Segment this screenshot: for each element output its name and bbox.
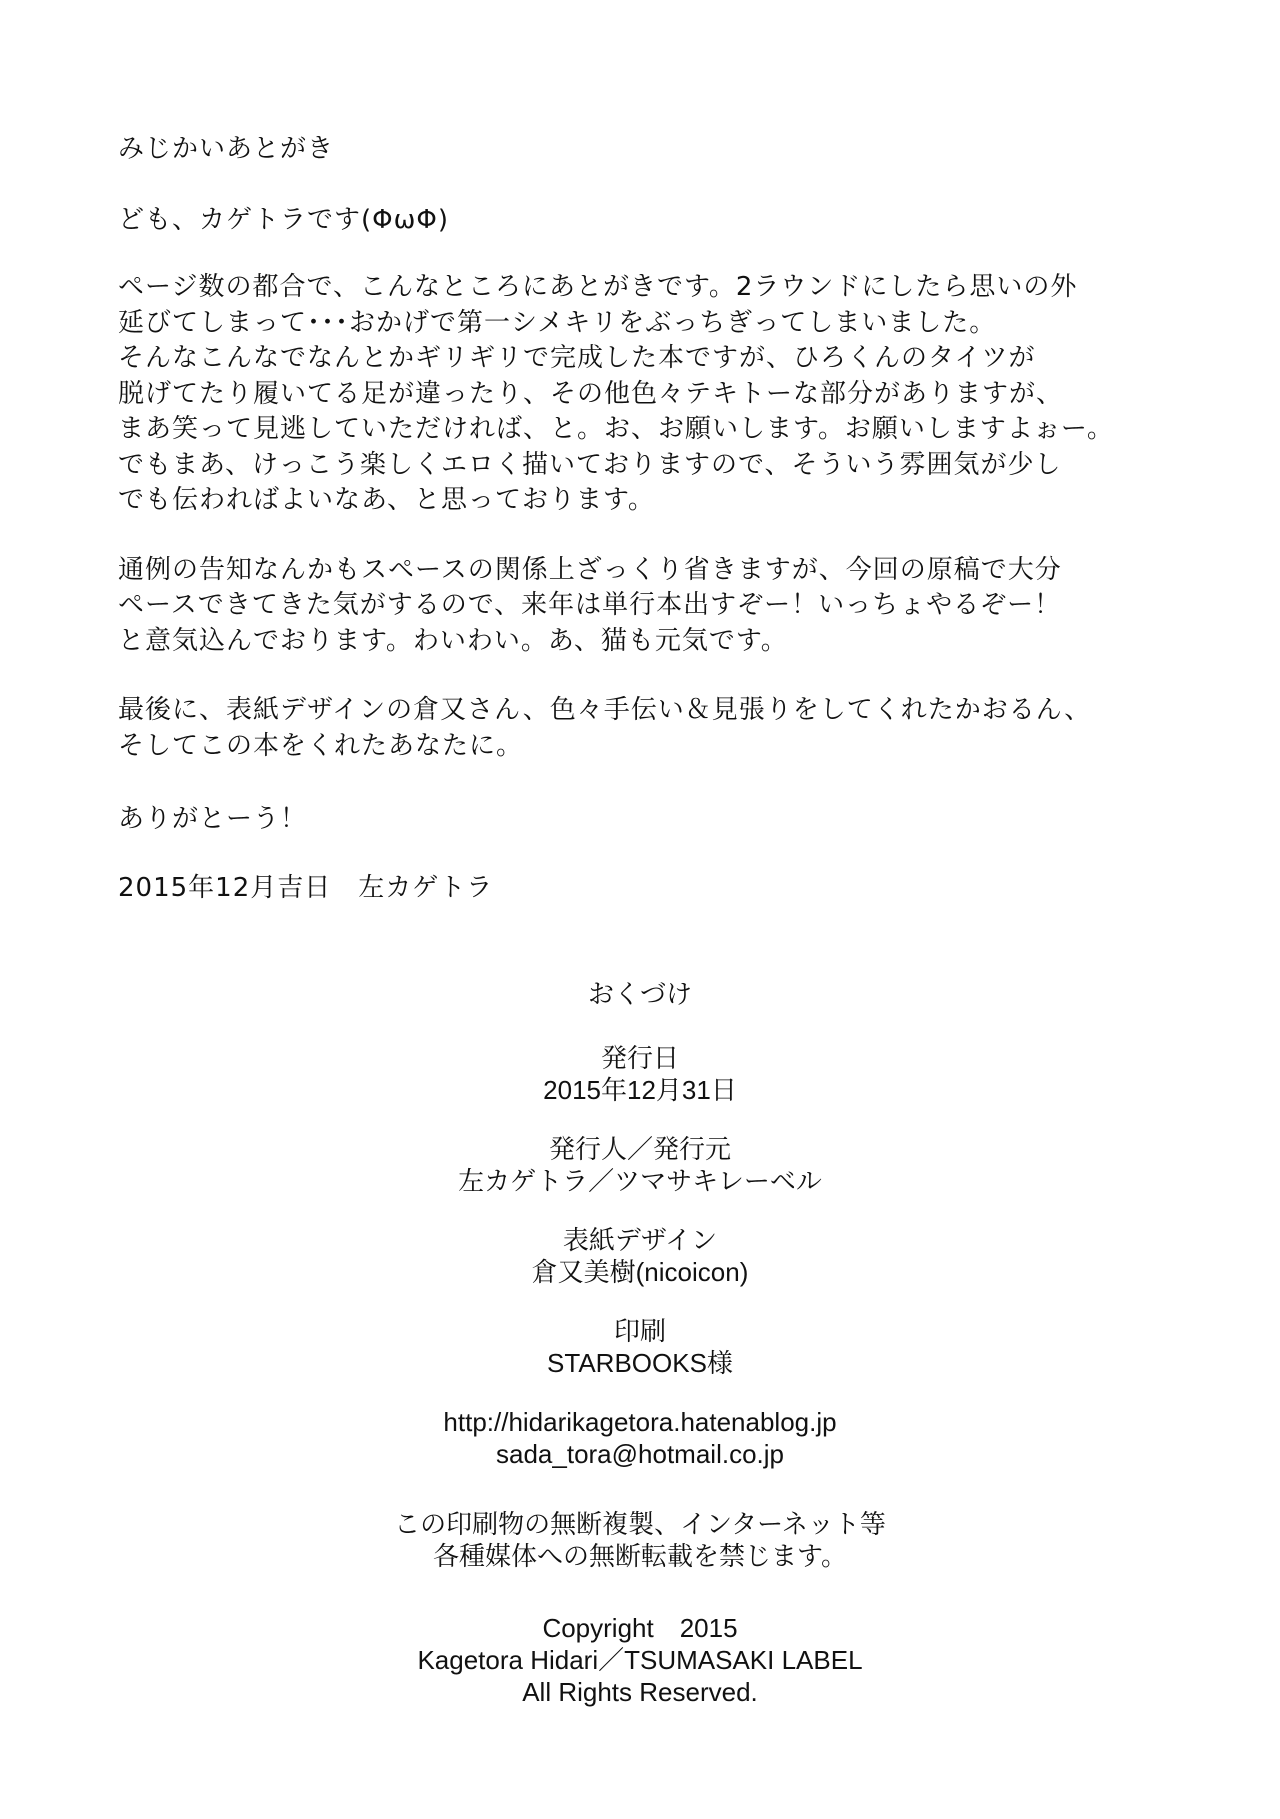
paragraph-line: でも伝わればよいなあ、と思っております。 (118, 485, 655, 515)
paragraph-line: ページ数の都合で、こんなところにあとがきです。2ラウンドにしたら思いの外 (118, 272, 1078, 302)
website-url: http://hidarikagetora.hatenablog.jp (443, 1407, 837, 1437)
copyright-line: Kagetora Hidari／TSUMASAKI LABEL (417, 1645, 863, 1675)
colophon-heading: おくづけ (587, 979, 692, 1009)
printer-block (0, 1315, 1280, 1379)
cover-design-block (0, 1224, 1280, 1288)
notice-line: 各種媒体への無断転載を禁じます。 (433, 1541, 847, 1571)
copy-notice (0, 1508, 1280, 1572)
afterword-paragraph-1 (118, 270, 1178, 519)
colophon-section (0, 978, 1280, 1708)
afterword-paragraph-2 (118, 553, 1178, 660)
paragraph-line: そんなこんなでなんとかギリギリで完成した本ですが、ひろくんのタイツが (118, 343, 1036, 373)
publisher-block (0, 1133, 1280, 1197)
afterword-date-signature: 2015年12月吉日 左カゲトラ (118, 873, 494, 903)
copyright-line: Copyright 2015 (542, 1613, 738, 1643)
cover-design-label: 表紙デザイン (562, 1225, 718, 1255)
publish-date-value: 2015年12月31日 (543, 1075, 737, 1105)
afterword-section (118, 128, 1178, 904)
afterword-thanks: ありがとーう！ (118, 804, 308, 834)
email-address: sada_tora@hotmail.co.jp (496, 1439, 784, 1469)
paragraph-line: 脱げてたり履いてる足が違ったり、その他色々テキトーな部分がありますが、 (118, 378, 1064, 409)
copyright-line: All Rights Reserved. (522, 1677, 758, 1707)
printer-value: STARBOOKS様 (547, 1348, 733, 1378)
cover-design-value: 倉又美樹(nicoicon) (531, 1257, 749, 1287)
paragraph-line: まあ笑って見逃していただければ、と。お、お願いします。お願いしますよぉー。 (118, 414, 1114, 444)
paragraph-line: 最後に、表紙デザインの倉又さん、色々手伝い＆見張りをしてくれたかおるん、 (118, 695, 1092, 725)
copyright-block (0, 1612, 1280, 1708)
publish-date-block (0, 1042, 1280, 1106)
printer-label: 印刷 (613, 1316, 666, 1346)
publisher-label: 発行人／発行元 (548, 1134, 731, 1164)
paragraph-line: 通例の告知なんかもスペースの関係上ざっくり省きますが、今回の原稿で大分 (118, 554, 1062, 585)
paragraph-line: と意気込んでおります。わいわい。あ、猫も元気です。 (118, 625, 788, 656)
notice-line: この印刷物の無断複製、インターネット等 (394, 1509, 886, 1539)
afterword-title: みじかいあとがき (118, 134, 335, 164)
paragraph-line: でもまあ、けっこう楽しくエロく描いておりますので、そういう雰囲気が少し (118, 449, 1062, 480)
paragraph-line: ペースできてきた気がするので、来年は単行本出すぞー！いっちょやるぞー！ (118, 590, 1062, 620)
publisher-value: 左カゲトラ／ツマサキレーベル (458, 1166, 822, 1196)
paragraph-line: そしてこの本をくれたあなたに。 (118, 730, 524, 761)
afterword-greeting: ども、カゲトラです(ΦωΦ) (118, 205, 449, 235)
publish-date-label: 発行日 (600, 1043, 679, 1073)
afterword-paragraph-3 (118, 693, 1178, 764)
paragraph-line: 延びてしまって･･･おかげで第一シメキリをぶっちぎってしまいました。 (118, 307, 997, 338)
contact-block (0, 1406, 1280, 1470)
